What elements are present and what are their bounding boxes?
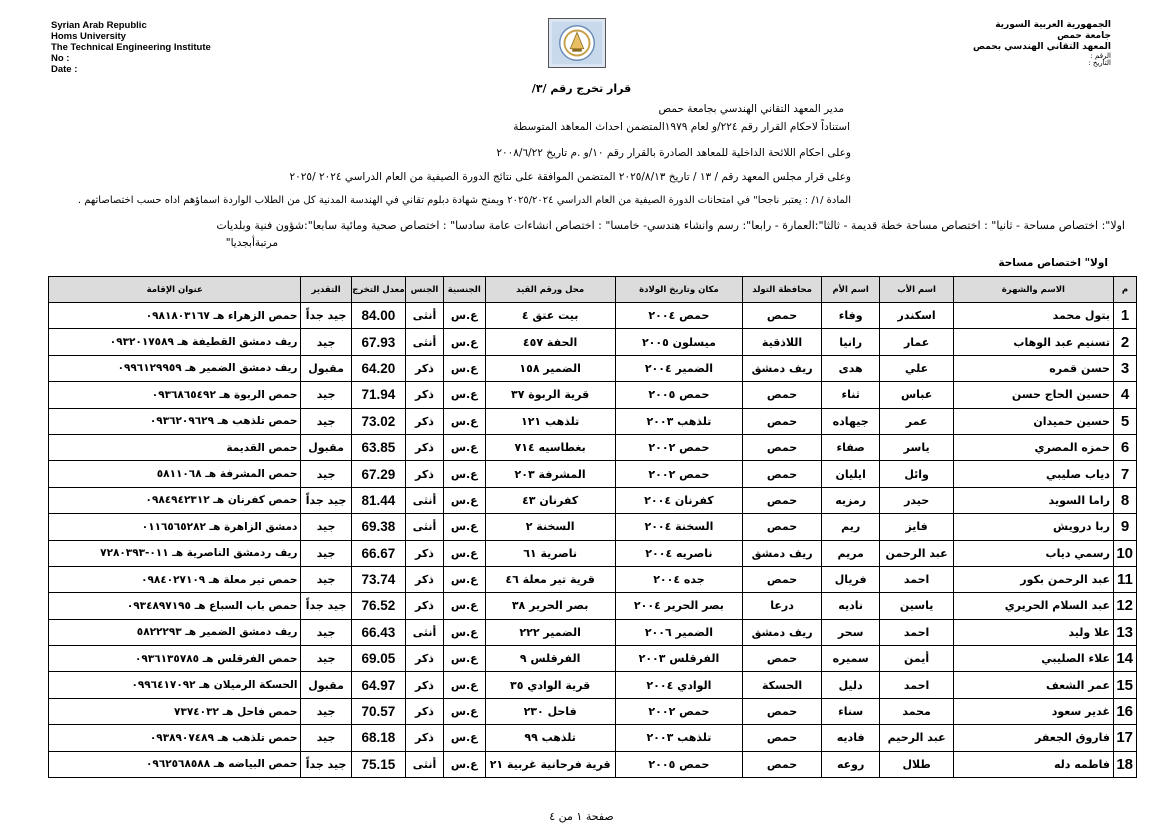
cell-address: حمص المشرفة هـ ٥٨١١٠٦٨ — [49, 461, 301, 487]
cell-father-name: طلال — [880, 751, 953, 777]
cell-student-name: حسين الحاج حسن — [953, 382, 1113, 408]
cell-gender: ذكر — [406, 672, 444, 698]
cell-grade: جيد جداً — [301, 487, 351, 513]
cell-row-index: 3 — [1113, 355, 1136, 381]
header-en-line3: The Technical Engineering Institute — [51, 42, 211, 53]
cell-student-name: فاروق الجعفر — [953, 725, 1113, 751]
cell-nationality: ع.س — [443, 355, 485, 381]
cell-graduation-average: 64.97 — [351, 672, 405, 698]
preamble-line-4: وعلى قرار مجلس المعهد رقم / ١٣ / تاريخ ٢٠٢٥/٨/١٣ المتضمن الموافقة على نتائج الدورة الصيفية من العام الدراسي ٢٠٢٤ /٢٠٢٥ — [289, 171, 851, 183]
table-row — [49, 672, 1137, 698]
cell-gender: ذكر — [406, 698, 444, 724]
cell-registry: الضمير ٢٢٢ — [485, 619, 615, 645]
cell-row-index: 14 — [1113, 646, 1136, 672]
cell-student-name: ربا درويش — [953, 514, 1113, 540]
cell-student-name: علا وليد — [953, 619, 1113, 645]
table-row — [49, 646, 1137, 672]
cell-registry: بيت عتق ٤ — [485, 303, 615, 329]
header-ar-line2: جامعة حمص — [1057, 31, 1111, 41]
cell-father-name: احمد — [880, 672, 953, 698]
cell-birth-governorate: حمص — [743, 434, 822, 460]
cell-registry: بصر الحرير ٣٨ — [485, 593, 615, 619]
cell-grade: جيد — [301, 698, 351, 724]
cell-graduation-average: 76.52 — [351, 593, 405, 619]
cell-birth-place-date: بصر الحرير ٢٠٠٤ — [615, 593, 743, 619]
cell-student-name: حسين حميدان — [953, 408, 1113, 434]
cell-birth-place-date: حمص ٢٠٠٥ — [615, 382, 743, 408]
cell-father-name: عمار — [880, 329, 953, 355]
cell-registry: قرية فرحانية غربية ٢١ — [485, 751, 615, 777]
table-row — [49, 382, 1137, 408]
cell-graduation-average: 81.44 — [351, 487, 405, 513]
cell-gender: أنثى — [406, 751, 444, 777]
header-en-line2: Homs University — [51, 31, 126, 42]
cell-row-index: 16 — [1113, 698, 1136, 724]
cell-row-index: 9 — [1113, 514, 1136, 540]
cell-graduation-average: 75.15 — [351, 751, 405, 777]
col-header-average: معدل التخرج — [351, 277, 405, 303]
header-arabic — [973, 20, 1111, 67]
cell-student-name: حمزه المصري — [953, 434, 1113, 460]
cell-row-index: 10 — [1113, 540, 1136, 566]
table-row — [49, 461, 1137, 487]
header-ar-line3: المعهد التقاني الهندسي بحمص — [972, 42, 1111, 52]
cell-grade: جيد — [301, 646, 351, 672]
cell-gender: أنثى — [406, 514, 444, 540]
cell-address: حمص كفرنان هـ ٠٩٨٤٩٤٢٣١٢ — [49, 487, 301, 513]
preamble-line-2: استناداً لاحكام القرار رقم ٢٢٤/و لعام ١٩٧٩المتضمن احداث المعاهد المتوسطة — [513, 121, 850, 133]
cell-gender: ذكر — [406, 382, 444, 408]
cell-gender: أنثى — [406, 303, 444, 329]
cell-nationality: ع.س — [443, 303, 485, 329]
cell-gender: أنثى — [406, 329, 444, 355]
cell-graduation-average: 66.43 — [351, 619, 405, 645]
cell-grade: جيد جداً — [301, 593, 351, 619]
col-header-father: اسم الأب — [880, 277, 953, 303]
cell-grade: جيد — [301, 382, 351, 408]
cell-address: ريف دمشق القطيفة هـ ٠٩٣٢٠١٧٥٨٩ — [49, 329, 301, 355]
cell-address: حمص البياضه هـ ٠٩٦٢٥٦٨٥٨٨ — [49, 751, 301, 777]
cell-row-index: 18 — [1113, 751, 1136, 777]
cell-gender: أنثى — [406, 487, 444, 513]
table-row — [49, 751, 1137, 777]
cell-birth-governorate: حمص — [743, 725, 822, 751]
cell-address: حمص فاحل هـ ٧٣٧٤٠٣٢ — [49, 698, 301, 724]
cell-birth-governorate: حمص — [743, 514, 822, 540]
cell-birth-governorate: ريف دمشق — [743, 355, 822, 381]
cell-birth-governorate: حمص — [743, 698, 822, 724]
header-ar-line1: الجمهورية العربية السورية — [995, 20, 1111, 30]
col-header-mother: اسم الأم — [821, 277, 880, 303]
cell-graduation-average: 71.94 — [351, 382, 405, 408]
cell-father-name: محمد — [880, 698, 953, 724]
cell-father-name: عبد الرحمن — [880, 540, 953, 566]
cell-address: حمص تلذهب هـ ٠٩٣٦٢٠٩٦٢٩ — [49, 408, 301, 434]
cell-gender: ذكر — [406, 355, 444, 381]
cell-row-index: 7 — [1113, 461, 1136, 487]
cell-student-name: تسنيم عبد الوهاب — [953, 329, 1113, 355]
cell-birth-place-date: كفرنان ٢٠٠٤ — [615, 487, 743, 513]
cell-address: حمص القديمة — [49, 434, 301, 460]
cell-gender: ذكر — [406, 461, 444, 487]
cell-registry: قرية الربوة ٣٧ — [485, 382, 615, 408]
table-row — [49, 434, 1137, 460]
cell-mother-name: جيهاده — [821, 408, 880, 434]
table-row — [49, 355, 1137, 381]
cell-registry: قرية الوادي ٣٥ — [485, 672, 615, 698]
cell-mother-name: صفاء — [821, 434, 880, 460]
cell-birth-place-date: جده ٢٠٠٤ — [615, 566, 743, 592]
cell-student-name: عبد السلام الحريري — [953, 593, 1113, 619]
cell-graduation-average: 84.00 — [351, 303, 405, 329]
cell-grade: جيد — [301, 619, 351, 645]
col-header-gender: الجنس — [406, 277, 444, 303]
cell-nationality: ع.س — [443, 461, 485, 487]
cell-nationality: ع.س — [443, 593, 485, 619]
table-row — [49, 566, 1137, 592]
cell-student-name: بتول محمد — [953, 303, 1113, 329]
cell-gender: ذكر — [406, 408, 444, 434]
cell-graduation-average: 69.05 — [351, 646, 405, 672]
cell-student-name: عبد الرحمن بكور — [953, 566, 1113, 592]
cell-birth-governorate: حمص — [743, 751, 822, 777]
table-body — [49, 303, 1137, 778]
cell-graduation-average: 66.67 — [351, 540, 405, 566]
cell-birth-governorate: حمص — [743, 646, 822, 672]
header-english — [51, 20, 211, 75]
table-row — [49, 408, 1137, 434]
cell-birth-place-date: الضمير ٢٠٠٤ — [615, 355, 743, 381]
cell-nationality: ع.س — [443, 698, 485, 724]
cell-address: حمص الفرقلس هـ ٠٩٣٦١٣٥٧٨٥ — [49, 646, 301, 672]
cell-father-name: عبد الرحيم — [880, 725, 953, 751]
table-row — [49, 487, 1137, 513]
cell-row-index: 8 — [1113, 487, 1136, 513]
cell-address: دمشق الزاهرة هـ ٠١١٦٥٦٥٢٨٢ — [49, 514, 301, 540]
cell-address: حمص تلذهب هـ ٠٩٣٨٩٠٧٤٨٩ — [49, 725, 301, 751]
cell-row-index: 13 — [1113, 619, 1136, 645]
cell-student-name: دياب صليبي — [953, 461, 1113, 487]
cell-nationality: ع.س — [443, 646, 485, 672]
cell-birth-place-date: حمص ٢٠٠٢ — [615, 698, 743, 724]
header-en-line1: Syrian Arab Republic — [51, 20, 147, 31]
cell-gender: ذكر — [406, 434, 444, 460]
preamble-line-1: مدير المعهد التقاني الهندسي بجامعة حمص — [658, 103, 844, 115]
cell-gender: ذكر — [406, 566, 444, 592]
cell-address: الحسكة الرميلان هـ ٠٩٩٦٤١٧٠٩٢ — [49, 672, 301, 698]
cell-mother-name: روعه — [821, 751, 880, 777]
cell-mother-name: ايليان — [821, 461, 880, 487]
col-header-index: م — [1113, 277, 1136, 303]
cell-father-name: فايز — [880, 514, 953, 540]
cell-student-name: غدير سعود — [953, 698, 1113, 724]
cell-father-name: علي — [880, 355, 953, 381]
cell-student-name: عمر الشعف — [953, 672, 1113, 698]
cell-student-name: راما السويد — [953, 487, 1113, 513]
cell-row-index: 2 — [1113, 329, 1136, 355]
cell-graduation-average: 67.93 — [351, 329, 405, 355]
cell-graduation-average: 68.18 — [351, 725, 405, 751]
cell-mother-name: رانيا — [821, 329, 880, 355]
sort-order-note: مرتبةأبجديا" — [225, 237, 278, 249]
cell-registry: تلذهب ١٢١ — [485, 408, 615, 434]
cell-birth-governorate: حمص — [743, 408, 822, 434]
table-row — [49, 619, 1137, 645]
cell-birth-place-date: ناصريه ٢٠٠٤ — [615, 540, 743, 566]
cell-row-index: 5 — [1113, 408, 1136, 434]
cell-row-index: 4 — [1113, 382, 1136, 408]
cell-birth-governorate: ريف دمشق — [743, 619, 822, 645]
header-ar-date: التاريخ : — [1088, 59, 1111, 67]
cell-grade: جيد — [301, 461, 351, 487]
cell-birth-governorate: حمص — [743, 566, 822, 592]
cell-birth-place-date: حمص ٢٠٠٢ — [615, 461, 743, 487]
cell-graduation-average: 70.57 — [351, 698, 405, 724]
cell-birth-governorate: حمص — [743, 382, 822, 408]
cell-address: ريف دمشق الضمير هـ ٥٨٢٢٢٩٣ — [49, 619, 301, 645]
cell-nationality: ع.س — [443, 566, 485, 592]
cell-student-name: فاطمه دله — [953, 751, 1113, 777]
cell-birth-place-date: تلذهب ٢٠٠٣ — [615, 725, 743, 751]
graduates-table — [48, 276, 1137, 778]
cell-gender: ذكر — [406, 646, 444, 672]
cell-father-name: احمد — [880, 566, 953, 592]
cell-row-index: 15 — [1113, 672, 1136, 698]
section-heading: اولا" اختصاص مساحة — [998, 257, 1108, 269]
cell-birth-place-date: حمص ٢٠٠٤ — [615, 303, 743, 329]
cell-mother-name: ثناء — [821, 382, 880, 408]
cell-student-name: رسمي دياب — [953, 540, 1113, 566]
col-header-registry: محل ورقم القيد — [485, 277, 615, 303]
cell-mother-name: مريم — [821, 540, 880, 566]
col-header-birth-place-date: مكان وتاريخ الولادة — [615, 277, 743, 303]
cell-nationality: ع.س — [443, 725, 485, 751]
cell-father-name: عمر — [880, 408, 953, 434]
cell-nationality: ع.س — [443, 619, 485, 645]
cell-grade: جيد — [301, 329, 351, 355]
cell-registry: الضمير ١٥٨ — [485, 355, 615, 381]
cell-address: حمص الربوة هـ ٠٩٣٦٨٦٥٤٩٢ — [49, 382, 301, 408]
cell-grade: مقبول — [301, 434, 351, 460]
cell-registry: قرية تير معلة ٤٦ — [485, 566, 615, 592]
page-number: صفحة ١ من ٤ — [549, 810, 614, 823]
cell-mother-name: فاديه — [821, 725, 880, 751]
cell-gender: ذكر — [406, 593, 444, 619]
table-row — [49, 540, 1137, 566]
cell-nationality: ع.س — [443, 329, 485, 355]
cell-mother-name: ناديه — [821, 593, 880, 619]
cell-gender: أنثى — [406, 619, 444, 645]
cell-nationality: ع.س — [443, 514, 485, 540]
cell-row-index: 11 — [1113, 566, 1136, 592]
cell-grade: جيد جداً — [301, 303, 351, 329]
cell-birth-place-date: الفرقلس ٢٠٠٣ — [615, 646, 743, 672]
cell-registry: السخنة ٢ — [485, 514, 615, 540]
cell-gender: ذكر — [406, 725, 444, 751]
cell-address: ريف دمشق الضمير هـ ٠٩٩٦١٢٩٩٥٩ — [49, 355, 301, 381]
cell-grade: مقبول — [301, 355, 351, 381]
cell-address: حمص باب السباع هـ ٠٩٣٤٨٩٧١٩٥ — [49, 593, 301, 619]
col-header-birth-governorate: محافظة التولد — [743, 277, 822, 303]
cell-nationality: ع.س — [443, 434, 485, 460]
article-1: المادة /١/ : يعتبر ناجحا" في امتحانات الدورة الصيفية من العام الدراسي ٢٠٢٥/٢٠٢٤ ويمنح شهادة دبلوم تقاني في الهندسة المدنية كل من الطلاب الواردة اسماؤهم اداه حسب اختصاصاتهم . — [77, 195, 851, 206]
cell-registry: كفرنان ٤٣ — [485, 487, 615, 513]
table-row — [49, 329, 1137, 355]
cell-grade: جيد — [301, 408, 351, 434]
cell-nationality: ع.س — [443, 672, 485, 698]
cell-address: حمص الزهراء هـ ٠٩٨١٨٠٣١٦٧ — [49, 303, 301, 329]
col-header-nationality: الجنسية — [443, 277, 485, 303]
cell-nationality: ع.س — [443, 408, 485, 434]
cell-graduation-average: 64.20 — [351, 355, 405, 381]
cell-address: ريف ردمشق الناصرية هـ ٠١١-٧٢٨٠٣٩٣ — [49, 540, 301, 566]
cell-nationality: ع.س — [443, 751, 485, 777]
cell-birth-governorate: درعا — [743, 593, 822, 619]
cell-birth-place-date: تلذهب ٢٠٠٣ — [615, 408, 743, 434]
cell-mother-name: فريال — [821, 566, 880, 592]
cell-student-name: علاء الصليبي — [953, 646, 1113, 672]
cell-father-name: اسكندر — [880, 303, 953, 329]
cell-father-name: حيدر — [880, 487, 953, 513]
cell-graduation-average: 73.74 — [351, 566, 405, 592]
cell-birth-place-date: الوادي ٢٠٠٤ — [615, 672, 743, 698]
cell-nationality: ع.س — [443, 540, 485, 566]
cell-mother-name: سناء — [821, 698, 880, 724]
cell-row-index: 1 — [1113, 303, 1136, 329]
cell-graduation-average: 73.02 — [351, 408, 405, 434]
cell-birth-place-date: حمص ٢٠٠٢ — [615, 434, 743, 460]
cell-mother-name: سحر — [821, 619, 880, 645]
cell-grade: جيد — [301, 566, 351, 592]
cell-address: حمص تير معلة هـ ٠٩٨٤٠٢٧١٠٩ — [49, 566, 301, 592]
cell-grade: جيد — [301, 540, 351, 566]
cell-grade: جيد جداً — [301, 751, 351, 777]
cell-graduation-average: 69.38 — [351, 514, 405, 540]
col-header-grade: التقدير — [301, 277, 351, 303]
table-row — [49, 303, 1137, 329]
cell-grade: جيد — [301, 514, 351, 540]
cell-birth-place-date: حمص ٢٠٠٥ — [615, 751, 743, 777]
cell-student-name: حسن قمره — [953, 355, 1113, 381]
table-row — [49, 725, 1137, 751]
cell-father-name: أيمن — [880, 646, 953, 672]
cell-birth-place-date: الضمير ٢٠٠٦ — [615, 619, 743, 645]
cell-mother-name: ريم — [821, 514, 880, 540]
cell-registry: بغطاسيه ٧١٤ — [485, 434, 615, 460]
cell-graduation-average: 67.29 — [351, 461, 405, 487]
document-title: قرار تخرج رقم /٣/ — [531, 82, 632, 95]
table-row — [49, 698, 1137, 724]
cell-birth-governorate: حمص — [743, 487, 822, 513]
header-en-no: No : — [51, 53, 70, 64]
col-header-name: الاسم والشهرة — [953, 277, 1113, 303]
cell-registry: تلذهب ٩٩ — [485, 725, 615, 751]
cell-birth-governorate: حمص — [743, 461, 822, 487]
cell-grade: مقبول — [301, 672, 351, 698]
cell-mother-name: هدى — [821, 355, 880, 381]
col-header-address: عنوان الإقامة — [49, 277, 301, 303]
cell-birth-place-date: ميسلون ٢٠٠٥ — [615, 329, 743, 355]
cell-registry: المشرفة ٢٠٣ — [485, 461, 615, 487]
cell-mother-name: رمزيه — [821, 487, 880, 513]
table-row — [49, 593, 1137, 619]
cell-registry: الفرقلس ٩ — [485, 646, 615, 672]
cell-grade: جيد — [301, 725, 351, 751]
table-row — [49, 514, 1137, 540]
cell-mother-name: دليل — [821, 672, 880, 698]
cell-row-index: 6 — [1113, 434, 1136, 460]
institute-logo — [548, 18, 606, 68]
header-en-date: Date : — [51, 64, 78, 75]
cell-birth-governorate: الحسكة — [743, 672, 822, 698]
specializations-list: اولا": اختصاص مساحة - ثانيا" : اختصاص مساحة خطة قديمة - ثالثا":العمارة - رابعا": رسم وانشاء هندسي- خامسا" : اختصاص انشاءات عامة سادسا" : اختصاص صحية ومائية سابعا":شؤون فنية وبلديات — [216, 219, 1125, 232]
cell-father-name: ياسين — [880, 593, 953, 619]
cell-mother-name: سميره — [821, 646, 880, 672]
cell-birth-governorate: ريف دمشق — [743, 540, 822, 566]
cell-registry: الحفة ٤٥٧ — [485, 329, 615, 355]
cell-birth-governorate: حمص — [743, 303, 822, 329]
cell-graduation-average: 63.85 — [351, 434, 405, 460]
cell-nationality: ع.س — [443, 487, 485, 513]
cell-father-name: احمد — [880, 619, 953, 645]
cell-birth-place-date: السخنة ٢٠٠٤ — [615, 514, 743, 540]
table-header-row — [49, 277, 1137, 303]
cell-birth-governorate: اللاذقية — [743, 329, 822, 355]
cell-registry: ناصرية ٦١ — [485, 540, 615, 566]
header-ar-no: الرقم : — [1090, 52, 1111, 60]
cell-row-index: 12 — [1113, 593, 1136, 619]
cell-nationality: ع.س — [443, 382, 485, 408]
cell-gender: ذكر — [406, 540, 444, 566]
cell-row-index: 17 — [1113, 725, 1136, 751]
cell-registry: فاحل ٢٣٠ — [485, 698, 615, 724]
cell-mother-name: وفاء — [821, 303, 880, 329]
cell-father-name: عباس — [880, 382, 953, 408]
preamble-line-3: وعلى احكام اللائحة الداخلية للمعاهد الصادرة بالقرار رقم ١٠/و .م تاريخ ٢٠٠٨/٦/٢٢ — [496, 147, 851, 159]
cell-father-name: وائل — [880, 461, 953, 487]
cell-father-name: ياسر — [880, 434, 953, 460]
